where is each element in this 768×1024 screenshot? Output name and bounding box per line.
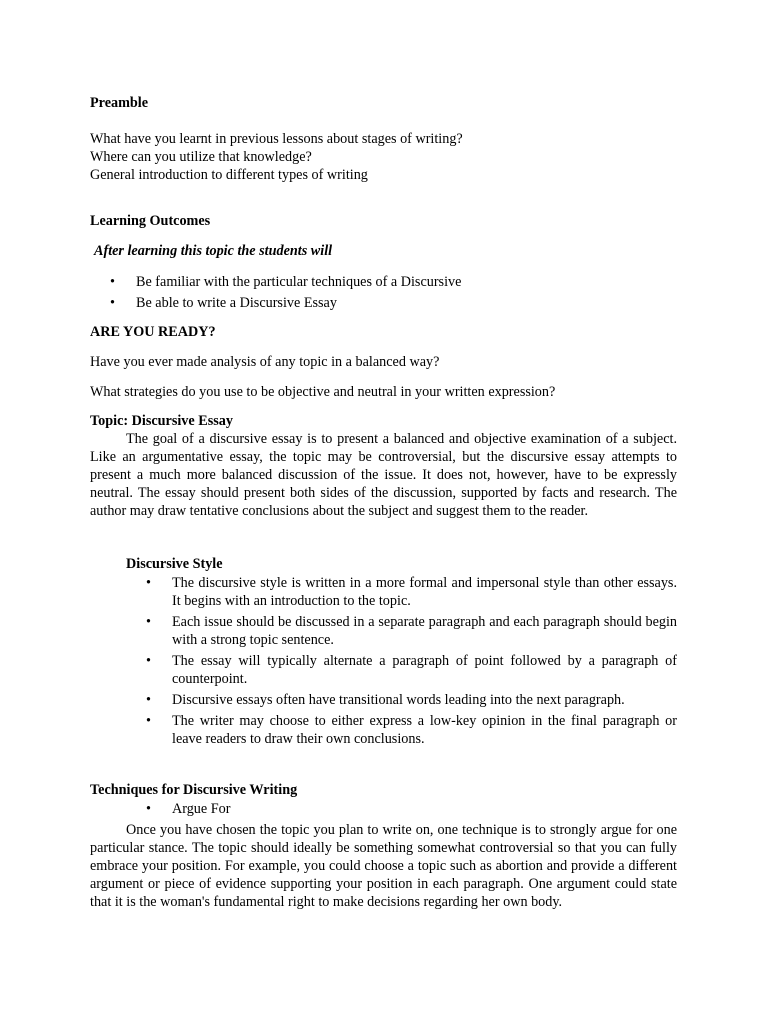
- bullet-icon: •: [110, 295, 115, 311]
- bullet-icon: •: [146, 575, 151, 591]
- list-item-text: The writer may choose to either express a low-key opinion in the final paragraph or leave readers to draw their own conclusions.: [172, 713, 677, 747]
- topic-paragraph: The goal of a discursive essay is to present a balanced and objective examination of a subject. Like an argumentative essay, the topic may be controversial, but the discursive essay attempts to present a much more balanced discussion of the issue. It does not, however, have to be expressly neutral. The essay should present both sides of the discussion, supported by facts and research. The author may draw tentative conclusions about the subject and suggest them to the reader.: [90, 431, 677, 519]
- bullet-icon: •: [110, 274, 115, 290]
- learning-outcomes-list: [110, 273, 670, 312]
- are-you-ready-heading: ARE YOU READY?: [90, 324, 216, 340]
- preamble-line: Where can you utilize that knowledge?: [90, 149, 312, 165]
- discursive-style-heading: Discursive Style: [126, 556, 223, 572]
- learning-outcomes-intro: After learning this topic the students will: [94, 243, 333, 259]
- topic-heading: Topic: Discursive Essay: [90, 413, 233, 429]
- list-item: [146, 574, 677, 610]
- techniques-list: [146, 800, 677, 818]
- list-item: [146, 712, 677, 748]
- discursive-style-list: [146, 574, 677, 748]
- preamble-line: General introduction to different types of writing: [90, 167, 368, 183]
- bullet-icon: •: [146, 692, 151, 708]
- list-item-text: Argue For: [172, 801, 231, 817]
- bullet-icon: •: [146, 614, 151, 630]
- techniques-heading: Techniques for Discursive Writing: [90, 782, 298, 798]
- ready-question: What strategies do you use to be objective and neutral in your written expression?: [90, 384, 556, 400]
- ready-question: Have you ever made analysis of any topic in a balanced way?: [90, 354, 440, 370]
- list-item: [110, 273, 670, 291]
- list-item: [146, 691, 677, 709]
- list-item-text: Be familiar with the particular techniques of a Discursive: [136, 274, 462, 290]
- list-item-text: Be able to write a Discursive Essay: [136, 295, 337, 311]
- preamble-line: What have you learnt in previous lessons about stages of writing?: [90, 131, 463, 147]
- list-item: [146, 800, 677, 818]
- bullet-icon: •: [146, 801, 151, 817]
- bullet-icon: •: [146, 713, 151, 729]
- bullet-icon: •: [146, 653, 151, 669]
- preamble-heading: Preamble: [90, 95, 149, 111]
- techniques-paragraph: Once you have chosen the topic you plan to write on, one technique is to strongly argue for one particular stance. The topic should ideally be something somewhat controversial so that you can fully embrace your position. For example, you could choose a topic such as abortion and provide a different argument or piece of evidence supporting your position in each paragraph. One argument could state that it is the woman's fundamental right to make decisions regarding her own body.: [90, 822, 677, 910]
- list-item-text: The essay will typically alternate a paragraph of point followed by a paragraph of counterpoint.: [172, 653, 677, 687]
- list-item-text: Each issue should be discussed in a separate paragraph and each paragraph should begin with a strong topic sentence.: [172, 614, 677, 648]
- list-item-text: Discursive essays often have transitional words leading into the next paragraph.: [172, 692, 625, 708]
- list-item: [146, 613, 677, 649]
- list-item: [110, 294, 670, 312]
- list-item-text: The discursive style is written in a more formal and impersonal style than other essays. It begins with an introduction to the topic.: [172, 575, 677, 609]
- learning-outcomes-heading: Learning Outcomes: [90, 213, 211, 229]
- list-item: [146, 652, 677, 688]
